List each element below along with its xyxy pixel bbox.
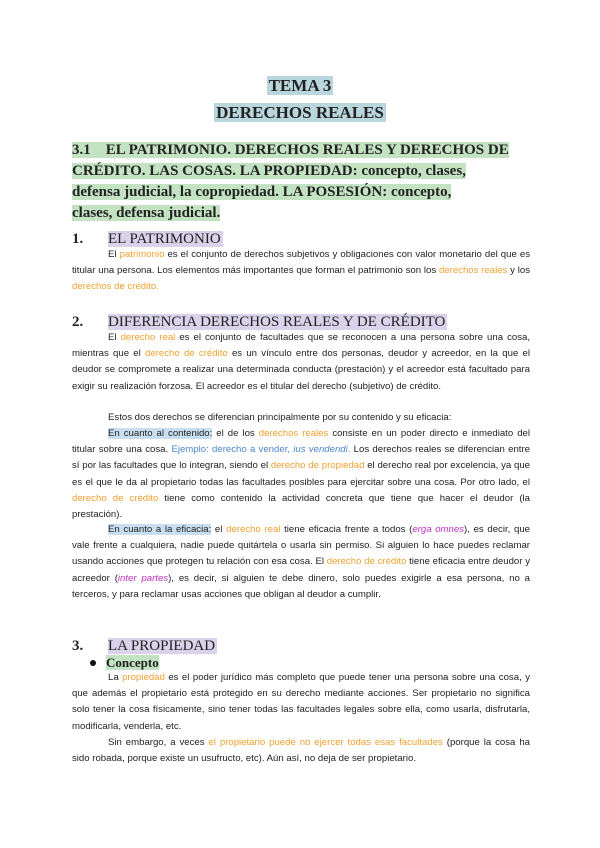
section-1-heading: 1. EL PATRIMONIO [72,231,221,247]
bullet-dot-icon [90,660,96,666]
section-3-paragraph-1: La propiedad es el poder jurídico más completo que puede tener una persona sobre una cosa, y que además el propietario está protegido en su derecho mediante acciones. Ser propietario no significa solo tener la cosa físicamente, sino tener todas las facultades legales sobre ella, como usarla, disfrutarla, modificarla, venderla, etc. [72,672,531,732]
section-2-paragraph-1: El derecho real es el conjunto de facultades que se reconocen a una persona sobre una cosa, mientras que el derecho de crédito es un vínculo entre dos personas, deudor y acreedor, en la que el deudor se compromete a realizar una determinada conducta (prestación) y el acreedor está facultado para exigir su realización forzosa. El acreedor es el titular del derecho (subjetivo) de crédito. [72,332,531,392]
section-2-paragraph-2: Estos dos derechos se diferencian principalmente por su contenido y su eficacia: [108,412,452,423]
section-3-paragraph-2: Sin embargo, a veces el propietario puede no ejercer todas esas facultades (porque la cosa ha sido robada, porque existe un usufructo, etc). Aún así, no deja de ser propietario. [72,737,530,765]
section-2-heading: 2. DIFERENCIA DERECHOS REALES Y DE CRÉDITO [72,314,446,330]
concepto-bullet: Concepto [90,655,159,671]
section-3-1-heading: 3.1 EL PATRIMONIO. DERECHOS REALES Y DERECHOS DE CRÉDITO. LAS COSAS. LA PROPIEDAD: concepto, clases, defensa judicial, la copropiedad. LA POSESIÓN: concepto, clases, defensa judicial. [72,142,509,221]
section-1-paragraph: El patrimonio es el conjunto de derechos subjetivos y obligaciones con valor monetario del que es titular una persona. Los elementos más importantes que forman el patrimonio son los derechos reales y los derechos de crédito. [72,249,530,293]
title-line-2: DERECHOS REALES [216,103,384,122]
section-2-paragraph-4: En cuanto a la eficacia: el derecho real tiene eficacia frente a todos (erga omnes), es decir, que vale frente a cualquiera, nadie puede quitártela o usarla sin permiso. Si alguien lo hace puedes reclamar usando acciones que protegen tu relación con esa cosa. El derecho de crédito tiene eficacia entre deudor y acreedor (inter partes), es decir, si alguien te debe dinero, solo puedes exigirle a esa persona, no a terceros, y para reclamar usas acciones que obligan al deudor a cumplir. [72,524,530,600]
section-2-paragraph-3: En cuanto al contenido: el de los derechos reales consiste en un poder directo e inmediato del titular sobre una cosa. Ejemplo: derecho a vender, ius vendendi. Los derechos reales se diferencian entre sí por las facultades que lo integran, siendo el derecho de propiedad el derecho real por excelencia, ya que es el que le da al propietario todas las facultades posibles para ejercitar sobre una cosa. Por otro lado, el derecho de crédito tiene como contenido la actividad concreta que tiene que hacer el deudor (la prestación). [72,428,531,521]
title-line-1: TEMA 3 [268,76,332,95]
section-3-heading: 3. LA PROPIEDAD [72,638,216,654]
